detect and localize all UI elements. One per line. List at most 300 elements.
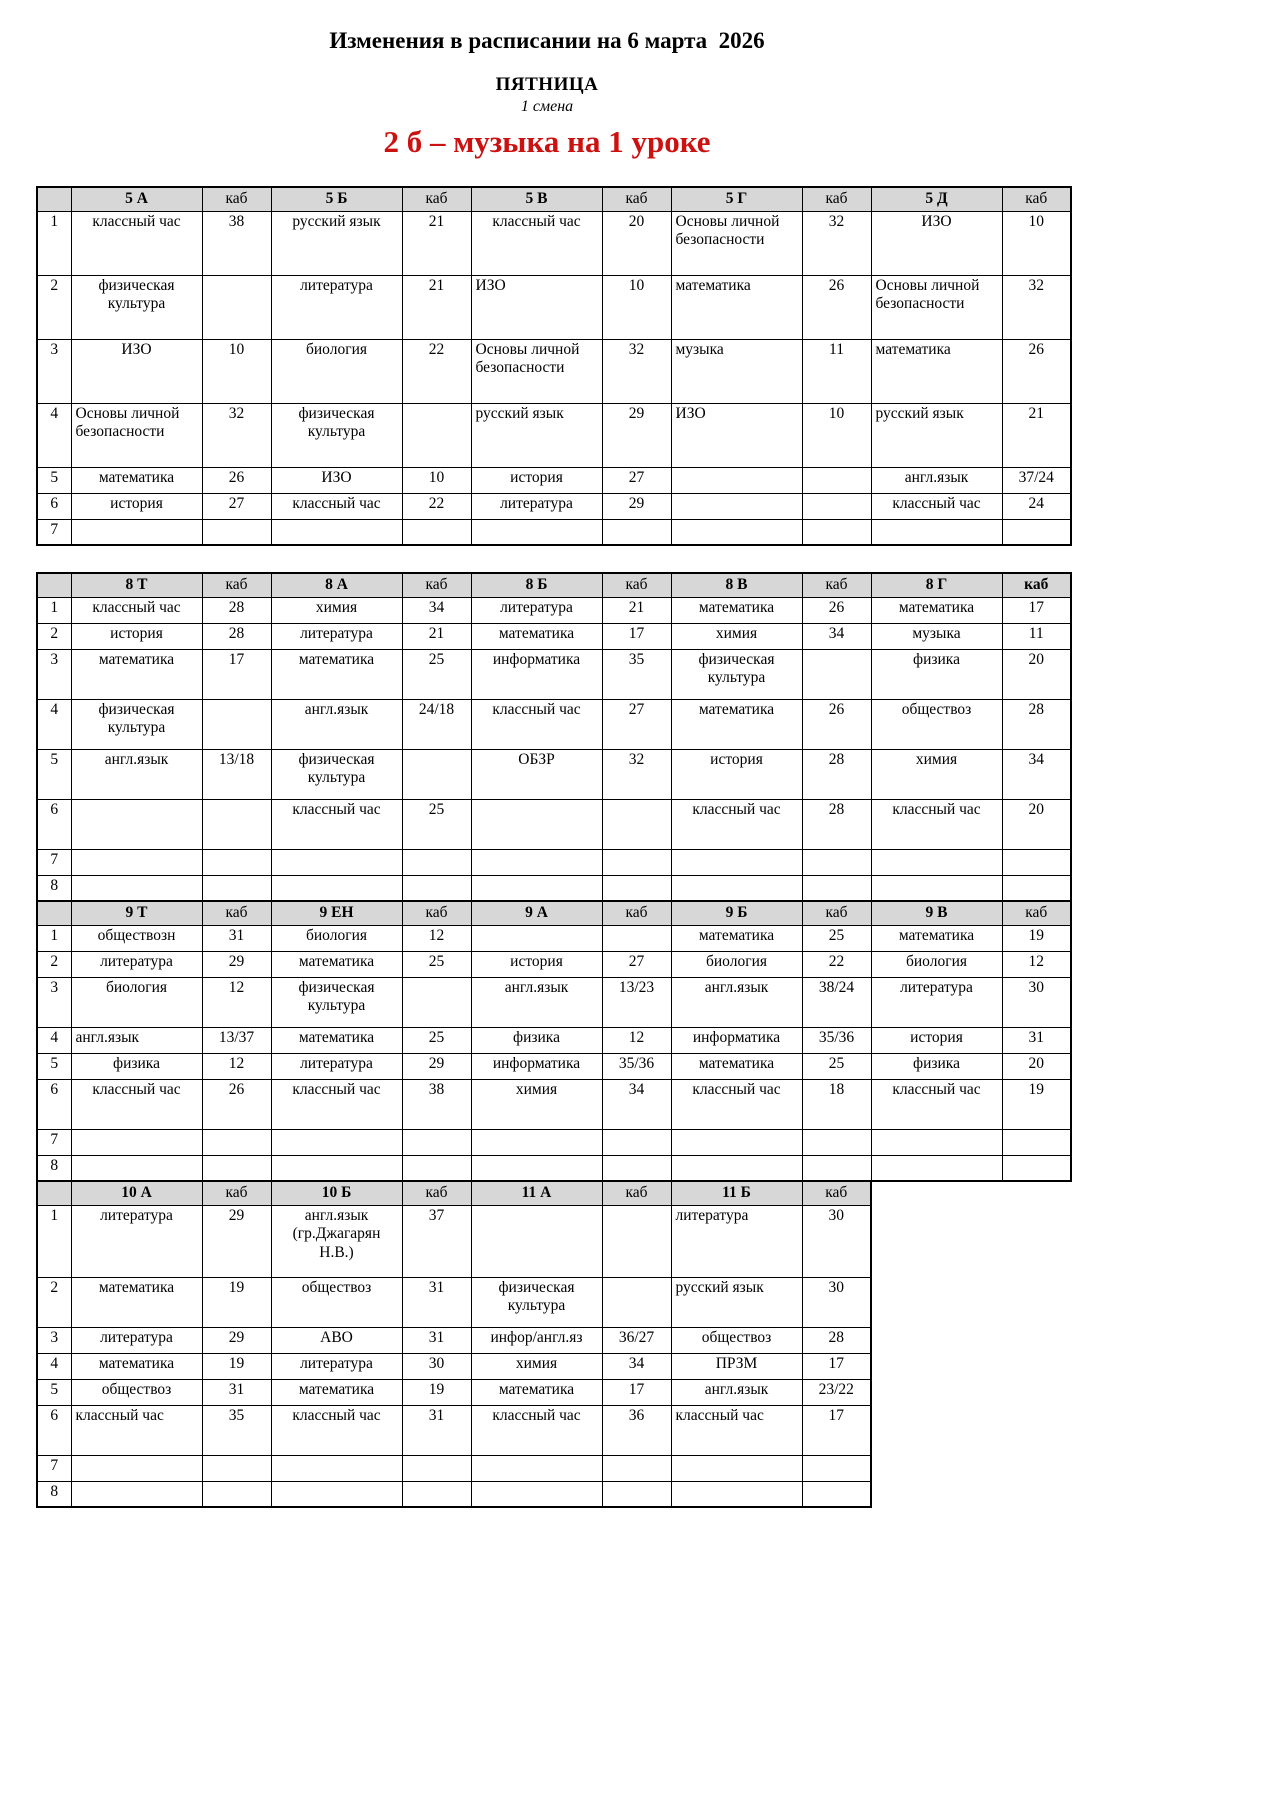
subject-cell: [471, 1129, 602, 1155]
room-cell: 21: [402, 275, 471, 339]
schedule-row: [37, 1129, 1071, 1155]
subject-cell: литература: [71, 1205, 202, 1277]
corner-cell: [37, 1181, 71, 1205]
subject-cell: история: [671, 749, 802, 799]
lesson-number: 5: [37, 1053, 71, 1079]
subject-cell: обществоз: [671, 1327, 802, 1353]
subject-cell: классный час: [271, 799, 402, 849]
subject-cell: литература: [271, 275, 402, 339]
lesson-number: 5: [37, 749, 71, 799]
schedule-row: [37, 799, 1071, 849]
room-cell: 10: [1002, 211, 1071, 275]
room-cell: 28: [802, 799, 871, 849]
room-cell: 22: [402, 493, 471, 519]
corner-cell: [37, 573, 71, 597]
room-cell: 38: [402, 1079, 471, 1129]
subject-cell: математика: [71, 1353, 202, 1379]
subject-cell: ПРЗМ: [671, 1353, 802, 1379]
room-cell: 25: [402, 799, 471, 849]
subject-cell: Основы личной безопасности: [71, 403, 202, 467]
room-cell: 26: [802, 597, 871, 623]
subject-cell: музыка: [671, 339, 802, 403]
room-cell: 31: [402, 1277, 471, 1327]
schedule-row: [37, 1277, 871, 1327]
subject-cell: англ.язык: [71, 749, 202, 799]
class-header-8Б: 8 Б: [471, 573, 602, 597]
room-cell: 20: [1002, 799, 1071, 849]
lesson-number: 3: [37, 649, 71, 699]
room-cell: [202, 1481, 271, 1507]
class-header-11А: 11 А: [471, 1181, 602, 1205]
subject-cell: [271, 1155, 402, 1181]
schedule-row: [37, 1155, 1071, 1181]
room-cell: 35: [202, 1405, 271, 1455]
shift-label: 1 смена: [520, 98, 574, 115]
subject-cell: математика: [71, 649, 202, 699]
room-cell: 30: [1002, 977, 1071, 1027]
room-cell: [602, 1455, 671, 1481]
room-cell: 30: [802, 1277, 871, 1327]
room-cell: [602, 1205, 671, 1277]
schedule-row: [37, 1079, 1071, 1129]
room-cell: 17: [602, 1379, 671, 1405]
class-header-5Б: 5 Б: [271, 187, 402, 211]
subject-cell: инфор/англ.яз: [471, 1327, 602, 1353]
lesson-number: 1: [37, 1205, 71, 1277]
room-cell: 25: [402, 1027, 471, 1053]
subject-cell: математика: [471, 623, 602, 649]
room-cell: [402, 749, 471, 799]
room-cell: 20: [1002, 649, 1071, 699]
schedule-row: [37, 875, 1071, 901]
room-cell: 25: [802, 1053, 871, 1079]
schedule-row: [37, 699, 1071, 749]
lesson-number: 6: [37, 799, 71, 849]
room-cell: 18: [802, 1079, 871, 1129]
schedule-row: [37, 1353, 871, 1379]
class-header-8Г: 8 Г: [871, 573, 1002, 597]
room-cell: 21: [402, 211, 471, 275]
room-cell: 26: [1002, 339, 1071, 403]
room-cell: 31: [402, 1327, 471, 1353]
subject-cell: литература: [271, 623, 402, 649]
room-cell: 19: [1002, 1079, 1071, 1129]
room-cell: [202, 699, 271, 749]
subject-cell: физика: [871, 1053, 1002, 1079]
room-cell: 19: [1002, 925, 1071, 951]
lesson-number: 4: [37, 403, 71, 467]
room-cell: 24: [1002, 493, 1071, 519]
subject-cell: [871, 1155, 1002, 1181]
lesson-number: 4: [37, 699, 71, 749]
room-cell: 26: [202, 467, 271, 493]
room-cell: 23/22: [802, 1379, 871, 1405]
subject-cell: история: [471, 467, 602, 493]
subject-cell: [71, 1455, 202, 1481]
lesson-number: 8: [37, 1155, 71, 1181]
subject-cell: математика: [871, 597, 1002, 623]
subject-cell: физическая культура: [671, 649, 802, 699]
room-header: каб: [802, 573, 871, 597]
lesson-number: 3: [37, 1327, 71, 1353]
room-cell: 25: [402, 951, 471, 977]
class-header-5Д: 5 Д: [871, 187, 1002, 211]
subject-cell: [671, 849, 802, 875]
subject-cell: классный час: [271, 1405, 402, 1455]
room-cell: [202, 875, 271, 901]
room-cell: 27: [602, 699, 671, 749]
subject-cell: литература: [871, 977, 1002, 1027]
room-cell: [1002, 519, 1071, 545]
subject-cell: литература: [71, 951, 202, 977]
subject-cell: классный час: [271, 1079, 402, 1129]
room-cell: [202, 519, 271, 545]
room-header: каб: [802, 187, 871, 211]
schedule-row: [37, 1205, 871, 1277]
room-cell: [802, 875, 871, 901]
room-cell: 29: [202, 1327, 271, 1353]
subject-cell: [471, 925, 602, 951]
subject-cell: информатика: [471, 1053, 602, 1079]
room-cell: 29: [602, 493, 671, 519]
subject-cell: литература: [271, 1353, 402, 1379]
room-cell: 21: [602, 597, 671, 623]
room-cell: 20: [602, 211, 671, 275]
room-cell: 37/24: [1002, 467, 1071, 493]
room-header: каб: [202, 573, 271, 597]
room-cell: 32: [202, 403, 271, 467]
subject-cell: классный час: [671, 1405, 802, 1455]
subject-cell: математика: [471, 1379, 602, 1405]
room-cell: 28: [1002, 699, 1071, 749]
room-cell: 20: [1002, 1053, 1071, 1079]
lesson-number: 6: [37, 1079, 71, 1129]
room-header: каб: [402, 901, 471, 925]
room-cell: 35/36: [602, 1053, 671, 1079]
subject-cell: классный час: [471, 699, 602, 749]
subject-cell: информатика: [671, 1027, 802, 1053]
room-cell: [402, 1129, 471, 1155]
lesson-number: 4: [37, 1027, 71, 1053]
room-cell: [202, 1455, 271, 1481]
subject-cell: литература: [471, 597, 602, 623]
subject-cell: [71, 799, 202, 849]
subject-cell: англ.язык: [671, 1379, 802, 1405]
room-cell: [602, 1129, 671, 1155]
class-header-8А: 8 А: [271, 573, 402, 597]
schedule-row: [37, 1327, 871, 1353]
subject-cell: [71, 519, 202, 545]
room-cell: 22: [802, 951, 871, 977]
room-header: каб: [402, 1181, 471, 1205]
room-cell: [802, 1129, 871, 1155]
lesson-number: 6: [37, 493, 71, 519]
subject-cell: ИЗО: [471, 275, 602, 339]
room-header: каб: [602, 901, 671, 925]
class-header-9В: 9 В: [871, 901, 1002, 925]
subject-cell: [271, 1129, 402, 1155]
subject-cell: физика: [871, 649, 1002, 699]
subject-cell: [271, 1481, 402, 1507]
subject-cell: химия: [471, 1079, 602, 1129]
room-cell: [802, 649, 871, 699]
schedule-row: [37, 403, 1071, 467]
subject-cell: [71, 875, 202, 901]
lesson-number: 2: [37, 951, 71, 977]
subject-cell: ИЗО: [271, 467, 402, 493]
room-cell: [802, 1155, 871, 1181]
subject-cell: классный час: [671, 1079, 802, 1129]
subject-cell: физическая культура: [71, 275, 202, 339]
room-header: каб: [802, 1181, 871, 1205]
subject-cell: [271, 875, 402, 901]
subject-cell: химия: [271, 597, 402, 623]
room-cell: 29: [402, 1053, 471, 1079]
room-cell: [202, 275, 271, 339]
subject-cell: [271, 849, 402, 875]
room-cell: 36: [602, 1405, 671, 1455]
subject-cell: ИЗО: [671, 403, 802, 467]
room-header: каб: [202, 1181, 271, 1205]
lesson-number: 6: [37, 1405, 71, 1455]
schedule-row: [37, 339, 1071, 403]
room-cell: 19: [202, 1277, 271, 1327]
room-cell: 13/23: [602, 977, 671, 1027]
schedule-row: [37, 1481, 871, 1507]
schedule-row: [37, 749, 1071, 799]
room-cell: [1002, 1129, 1071, 1155]
room-cell: 30: [402, 1353, 471, 1379]
room-cell: 17: [602, 623, 671, 649]
lesson-number: 5: [37, 1379, 71, 1405]
room-header: каб: [602, 1181, 671, 1205]
subject-cell: история: [71, 623, 202, 649]
subject-cell: литература: [271, 1053, 402, 1079]
room-cell: 31: [202, 1379, 271, 1405]
subject-cell: англ.язык: [871, 467, 1002, 493]
class-header-5А: 5 А: [71, 187, 202, 211]
room-cell: [802, 849, 871, 875]
class-header-5Г: 5 Г: [671, 187, 802, 211]
subject-cell: история: [871, 1027, 1002, 1053]
subject-cell: математика: [271, 951, 402, 977]
subject-cell: [671, 1129, 802, 1155]
schedule-row: [37, 1053, 1071, 1079]
subject-cell: биология: [71, 977, 202, 1027]
lesson-number: 2: [37, 1277, 71, 1327]
subject-cell: ИЗО: [71, 339, 202, 403]
room-cell: 27: [602, 467, 671, 493]
room-cell: 17: [802, 1405, 871, 1455]
schedule-row: [37, 849, 1071, 875]
schedule-table-grades-8: [36, 572, 1072, 902]
room-cell: [602, 1277, 671, 1327]
subject-cell: [871, 519, 1002, 545]
room-cell: [402, 1481, 471, 1507]
subject-cell: [71, 849, 202, 875]
subject-cell: [471, 519, 602, 545]
subject-cell: биология: [271, 925, 402, 951]
room-header: каб: [1002, 901, 1071, 925]
subject-cell: физическая культура: [271, 749, 402, 799]
subject-cell: биология: [871, 951, 1002, 977]
room-cell: [402, 403, 471, 467]
subject-cell: [871, 849, 1002, 875]
subject-cell: литература: [671, 1205, 802, 1277]
room-cell: 32: [602, 749, 671, 799]
subject-cell: [871, 1129, 1002, 1155]
subject-cell: химия: [871, 749, 1002, 799]
room-cell: [1002, 875, 1071, 901]
subject-cell: математика: [671, 275, 802, 339]
subject-cell: [471, 799, 602, 849]
room-cell: 12: [1002, 951, 1071, 977]
room-cell: 28: [802, 749, 871, 799]
room-cell: 34: [802, 623, 871, 649]
schedule-table-grades-10-11: [36, 1180, 872, 1508]
subject-cell: обществоз: [271, 1277, 402, 1327]
lesson-number: 3: [37, 977, 71, 1027]
schedule-row: [37, 1405, 871, 1455]
room-cell: 12: [202, 1053, 271, 1079]
lesson-number: 1: [37, 211, 71, 275]
lesson-number: 4: [37, 1353, 71, 1379]
room-cell: 27: [202, 493, 271, 519]
room-cell: 32: [1002, 275, 1071, 339]
room-cell: 12: [202, 977, 271, 1027]
subject-cell: классный час: [471, 211, 602, 275]
room-cell: 26: [802, 275, 871, 339]
subject-cell: [671, 493, 802, 519]
room-cell: 10: [402, 467, 471, 493]
subject-cell: история: [71, 493, 202, 519]
subject-cell: классный час: [871, 1079, 1002, 1129]
room-cell: [402, 977, 471, 1027]
schedule-row: [37, 519, 1071, 545]
subject-cell: история: [471, 951, 602, 977]
subject-cell: [271, 519, 402, 545]
room-cell: 13/18: [202, 749, 271, 799]
lesson-number: 2: [37, 623, 71, 649]
room-cell: [602, 519, 671, 545]
schedule-table-grades-9: [36, 900, 1072, 1182]
room-cell: [602, 799, 671, 849]
room-cell: [602, 1155, 671, 1181]
room-cell: 31: [202, 925, 271, 951]
room-cell: [402, 519, 471, 545]
room-cell: 35/36: [802, 1027, 871, 1053]
subject-cell: классный час: [71, 597, 202, 623]
lesson-number: 7: [37, 519, 71, 545]
subject-cell: [671, 519, 802, 545]
room-cell: 29: [202, 951, 271, 977]
subject-cell: [871, 875, 1002, 901]
subject-cell: математика: [71, 467, 202, 493]
page-title: Изменения в расписании на 6 марта 2026: [329, 28, 765, 53]
room-cell: 29: [202, 1205, 271, 1277]
room-cell: 19: [202, 1353, 271, 1379]
lesson-number: 7: [37, 849, 71, 875]
class-header-10А: 10 А: [71, 1181, 202, 1205]
room-cell: [802, 493, 871, 519]
subject-cell: [671, 1481, 802, 1507]
lesson-number: 7: [37, 1129, 71, 1155]
room-cell: 19: [402, 1379, 471, 1405]
room-cell: [402, 1455, 471, 1481]
room-cell: [1002, 1155, 1071, 1181]
class-header-10Б: 10 Б: [271, 1181, 402, 1205]
room-cell: 31: [1002, 1027, 1071, 1053]
subject-cell: химия: [471, 1353, 602, 1379]
subject-cell: математика: [271, 1027, 402, 1053]
subject-cell: обществозн: [71, 925, 202, 951]
lesson-number: 8: [37, 875, 71, 901]
schedule-row: [37, 623, 1071, 649]
room-cell: 21: [402, 623, 471, 649]
subject-cell: русский язык: [271, 211, 402, 275]
room-cell: 34: [602, 1079, 671, 1129]
subject-cell: классный час: [71, 1079, 202, 1129]
subject-cell: ОБЗР: [471, 749, 602, 799]
room-cell: [402, 875, 471, 901]
schedule-row: [37, 493, 1071, 519]
room-cell: [602, 875, 671, 901]
subject-cell: [71, 1481, 202, 1507]
room-cell: [402, 849, 471, 875]
subject-cell: англ.язык: [471, 977, 602, 1027]
room-cell: 28: [802, 1327, 871, 1353]
subject-cell: биология: [271, 339, 402, 403]
subject-cell: русский язык: [871, 403, 1002, 467]
subject-cell: [71, 1155, 202, 1181]
subject-cell: физика: [471, 1027, 602, 1053]
subject-cell: физика: [71, 1053, 202, 1079]
subject-cell: классный час: [671, 799, 802, 849]
subject-cell: математика: [671, 925, 802, 951]
subject-cell: классный час: [871, 799, 1002, 849]
room-header: каб: [1002, 573, 1071, 597]
class-header-9А: 9 А: [471, 901, 602, 925]
room-header: каб: [402, 187, 471, 211]
room-cell: 38: [202, 211, 271, 275]
class-header-8В: 8 В: [671, 573, 802, 597]
subject-cell: физическая культура: [271, 403, 402, 467]
day-heading: ПЯТНИЦА: [495, 74, 599, 95]
room-cell: 17: [202, 649, 271, 699]
subject-cell: АВО: [271, 1327, 402, 1353]
subject-cell: литература: [71, 1327, 202, 1353]
subject-cell: обществоз: [871, 699, 1002, 749]
schedule-row: [37, 977, 1071, 1027]
room-cell: 11: [1002, 623, 1071, 649]
schedule-row: [37, 649, 1071, 699]
subject-cell: математика: [671, 1053, 802, 1079]
subject-cell: Основы личной безопасности: [671, 211, 802, 275]
subject-cell: [471, 849, 602, 875]
class-header-9Б: 9 Б: [671, 901, 802, 925]
subject-cell: русский язык: [671, 1277, 802, 1327]
room-cell: 28: [202, 597, 271, 623]
schedule-row: [37, 275, 1071, 339]
room-cell: 29: [602, 403, 671, 467]
room-cell: [202, 849, 271, 875]
room-cell: 26: [202, 1079, 271, 1129]
schedule-row: [37, 925, 1071, 951]
schedule-tables: [36, 186, 1280, 1508]
subject-cell: классный час: [271, 493, 402, 519]
room-cell: [1002, 849, 1071, 875]
room-cell: [202, 799, 271, 849]
